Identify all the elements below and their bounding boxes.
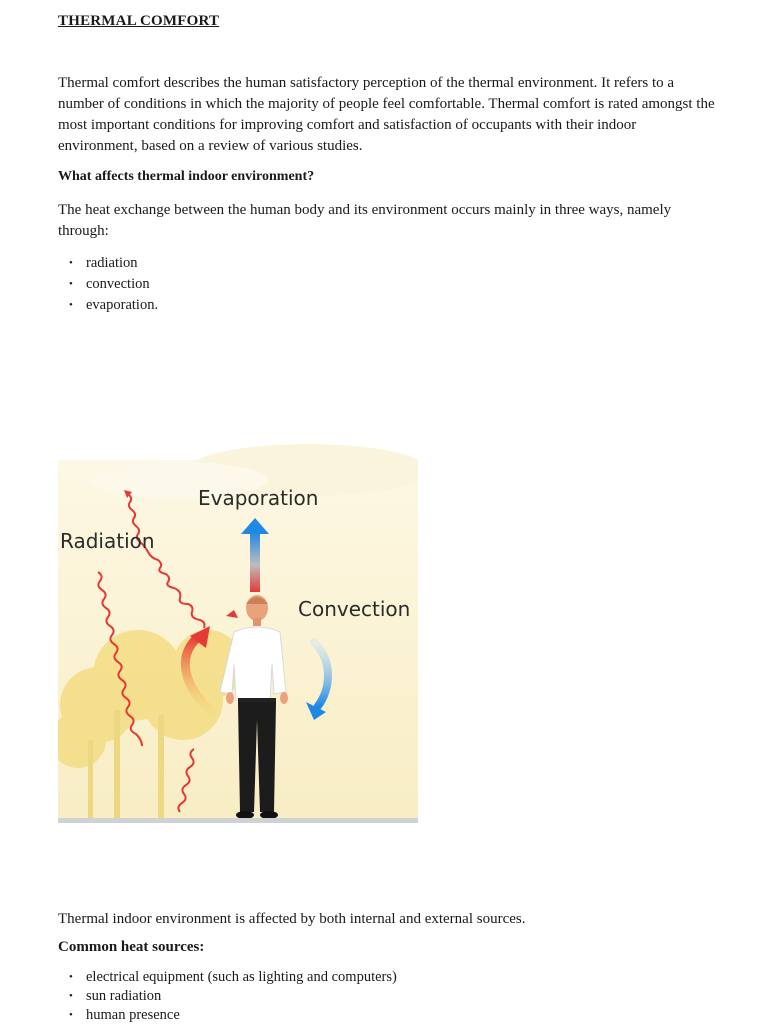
internal-external-paragraph: Thermal indoor environment is affected by both internal and external sources.	[58, 911, 526, 927]
question-heading: What affects thermal indoor environment?	[58, 169, 315, 184]
evaporation-label: Evaporation	[198, 486, 319, 510]
list-item: • convection	[58, 274, 158, 295]
sources-heading: Common heat sources:	[58, 939, 205, 955]
list-item: • human presence	[58, 1006, 397, 1025]
thermal-exchange-illustration	[58, 440, 418, 826]
heat-modes-list	[58, 253, 158, 316]
list-item: • radiation	[58, 253, 158, 274]
radiation-label: Radiation	[60, 529, 155, 553]
list-item: • evaporation.	[58, 295, 158, 316]
ground-line	[58, 818, 418, 823]
convection-label: Convection	[298, 597, 411, 621]
list-item: • electrical equipment (such as lighting and computers)	[58, 968, 397, 987]
document-title: THERMAL COMFORT	[58, 13, 220, 29]
heat-sources-list	[58, 968, 397, 1025]
heat-exchange-paragraph: The heat exchange between the human body and its environment occurs mainly in three ways, namely through:	[58, 202, 672, 239]
list-item: • sun radiation	[58, 987, 397, 1006]
intro-paragraph: Thermal comfort describes the human satisfactory perception of the thermal environment. It refers to a number of conditions in which the majority of people feel comfortable. Thermal comfort is rated amongst the most important conditions for improving comfort and satisfaction of occupants with their indoor environment, based on a review of various studies.	[58, 75, 715, 154]
